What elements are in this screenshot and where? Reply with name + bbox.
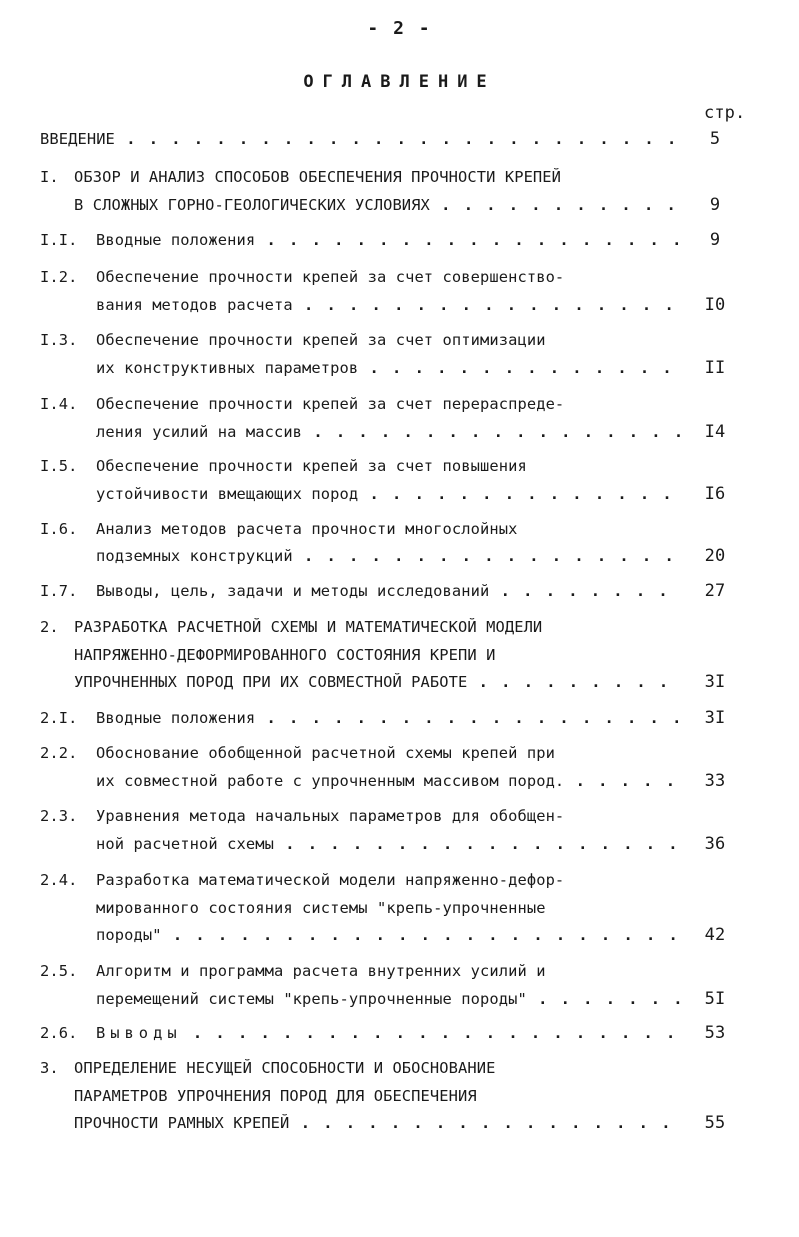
toc-entry-page: 5I bbox=[704, 989, 726, 1009]
toc-entry-title: Обеспечение прочности крепей за счет повышения bbox=[96, 457, 527, 475]
toc-entry-title: Обеспечение прочности крепей за счет оптимизации bbox=[96, 331, 546, 349]
toc-entry-page: I4 bbox=[704, 422, 726, 442]
toc-entry-title: ной расчетной схемы . . . bbox=[96, 831, 680, 857]
toc-entry-number: I.3. bbox=[40, 331, 78, 349]
toc-entry-title: ОБЗОР И АНАЛИЗ СПОСОБОВ ОБЕСПЕЧЕНИЯ ПРОЧНОСТИ КРЕПЕЙ bbox=[74, 168, 562, 186]
toc-entry-title: Вводные положения . . . bbox=[96, 705, 680, 731]
toc-entry-title: ОПРЕДЕЛЕНИЕ НЕСУЩЕЙ СПОСОБНОСТИ И ОБОСНОВАНИЕ bbox=[74, 1059, 496, 1077]
toc-entry-title: ПРОЧНОСТИ РАМНЫХ КРЕПЕЙ . . . bbox=[74, 1110, 680, 1136]
page-number: - 2 - bbox=[367, 18, 432, 39]
toc-entry-number: I.I. bbox=[40, 231, 78, 249]
toc-entry-page: 3I bbox=[704, 708, 726, 728]
toc-entry-number: 2.6. bbox=[40, 1024, 78, 1042]
toc-entry-title: НАПРЯЖЕННО-ДЕФОРМИРОВАННОГО СОСТОЯНИЯ КРЕПИ И bbox=[74, 646, 496, 664]
page-column-label: стр. bbox=[704, 103, 746, 123]
toc-entry-title: их конструктивных параметров . . . bbox=[96, 355, 680, 381]
toc-entry-number: 2.2. bbox=[40, 744, 78, 762]
toc-entry-title: их совместной работе с упрочненным массивом пород. . . . bbox=[96, 768, 680, 794]
toc-entry-title: В СЛОЖНЫХ ГОРНО-ГЕОЛОГИЧЕСКИХ УСЛОВИЯХ . . . bbox=[74, 192, 680, 218]
toc-entry-title: УПРОЧНЕННЫХ ПОРОД ПРИ ИХ СОВМЕСТНОЙ РАБОТЕ . . . bbox=[74, 669, 680, 695]
toc-entry-page: 5 bbox=[709, 129, 721, 149]
toc-entry-page: II bbox=[704, 358, 726, 378]
page-title: ОГЛАВЛЕНИЕ bbox=[303, 72, 496, 92]
toc-entry-page: 53 bbox=[704, 1023, 726, 1043]
toc-entry-number: 2.5. bbox=[40, 962, 78, 980]
toc-entry-title: ПАРАМЕТРОВ УПРОЧНЕНИЯ ПОРОД ДЛЯ ОБЕСПЕЧЕНИЯ bbox=[74, 1087, 477, 1105]
toc-entry-title: подземных конструкций . . . bbox=[96, 543, 680, 569]
toc-entry-title: породы" . . . bbox=[96, 922, 680, 948]
toc-entry-title: Вводные положения . . . bbox=[96, 227, 680, 253]
toc-entry-page: 42 bbox=[704, 925, 726, 945]
toc-entry-number: 2.I. bbox=[40, 709, 78, 727]
toc-entry-title: Уравнения метода начальных параметров для обобщен- bbox=[96, 807, 565, 825]
toc-entry-page: 55 bbox=[704, 1113, 726, 1133]
toc-entry-title: устойчивости вмещающих пород . . . bbox=[96, 481, 680, 507]
toc-entry-page: I6 bbox=[704, 484, 726, 504]
toc-entry-number: I. bbox=[40, 168, 59, 186]
toc-entry-title: Алгоритм и программа расчета внутренних усилий и bbox=[96, 962, 546, 980]
toc-entry-page: 9 bbox=[709, 230, 721, 250]
toc-entry-title: Обеспечение прочности крепей за счет перераспреде- bbox=[96, 395, 565, 413]
toc-entry-page: 33 bbox=[704, 771, 726, 791]
toc-entry-page: I0 bbox=[704, 295, 726, 315]
toc-entry-number: I.4. bbox=[40, 395, 78, 413]
toc-entry-page: 9 bbox=[709, 195, 721, 215]
toc-entry-title: перемещений системы "крепь-упрочненные породы" . . . bbox=[96, 986, 680, 1012]
toc-entry-number: 3. bbox=[40, 1059, 59, 1077]
toc-entry-number: I.5. bbox=[40, 457, 78, 475]
toc-entry-page: 36 bbox=[704, 834, 726, 854]
toc-entry-number: I.2. bbox=[40, 268, 78, 286]
toc-entry-title: РАЗРАБОТКА РАСЧЕТНОЙ СХЕМЫ И МАТЕМАТИЧЕСКОЙ МОДЕЛИ bbox=[74, 618, 543, 636]
toc-entry-title: мированного состояния системы "крепь-упрочненные bbox=[96, 899, 546, 917]
toc-entry-page: 27 bbox=[704, 581, 726, 601]
toc-entry-title: ВВЕДЕНИЕ . . . bbox=[40, 126, 680, 152]
toc-entry-title: Анализ методов расчета прочности многослойных bbox=[96, 520, 518, 538]
toc-entry-title: Разработка математической модели напряженно-дефор- bbox=[96, 871, 565, 889]
toc-entry-title: Выводы . . . bbox=[96, 1020, 680, 1046]
toc-entry-number: 2.4. bbox=[40, 871, 78, 889]
toc-entry-page: 3I bbox=[704, 672, 726, 692]
toc-entry-title: ления усилий на массив . . . bbox=[96, 419, 680, 445]
toc-entry-title: Обеспечение прочности крепей за счет совершенство- bbox=[96, 268, 565, 286]
toc-entry-title: Выводы, цель, задачи и методы исследований . . . bbox=[96, 578, 680, 604]
toc-entry-number: I.6. bbox=[40, 520, 78, 538]
toc-entry-title: Обоснование обобщенной расчетной схемы крепей при bbox=[96, 744, 555, 762]
toc-entry-title: вания методов расчета . . . bbox=[96, 292, 680, 318]
toc-entry-page: 20 bbox=[704, 546, 726, 566]
toc-entry-number: I.7. bbox=[40, 582, 78, 600]
toc-entry-number: 2.3. bbox=[40, 807, 78, 825]
toc-entry-number: 2. bbox=[40, 618, 59, 636]
